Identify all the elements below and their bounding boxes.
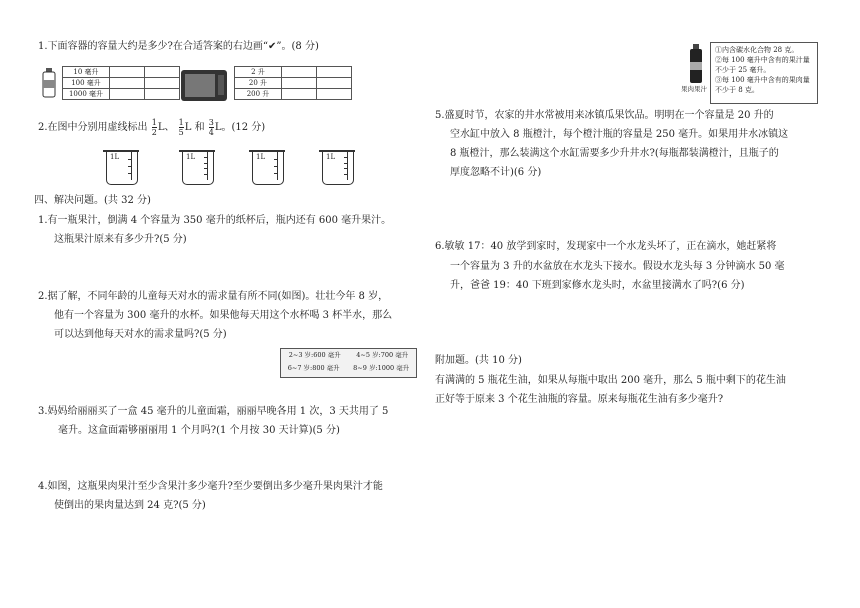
answer-box[interactable] — [282, 67, 317, 78]
need-cell: 4~5 岁:700 毫升 — [356, 351, 409, 359]
fraction: $\frac{1}{2}$ — [151, 118, 157, 137]
capacity-table-2 — [234, 66, 352, 100]
option-label: 1000 毫升 — [63, 89, 110, 100]
problem-1-line2: 这瓶果汁原来有多少升?(5 分) — [54, 234, 187, 245]
problem-1-line1: 1.有一瓶果汁，倒满 4 个容量为 350 毫升的纸杯后，瓶内还有 600 毫升果汁。 — [38, 215, 392, 226]
problem-2-line3: 可以达到他每天对水的需求量吗?(5 分) — [54, 329, 227, 340]
problem-5-line2: 空水缸中放入 8 瓶橙汁，每个橙汁瓶的容量是 250 毫升。如果用井水冰镇这 — [450, 129, 789, 140]
option-label: 2 升 — [235, 67, 282, 78]
bonus-line1: 有满满的 5 瓶花生油，如果从每瓶中取出 200 毫升，那么 5 瓶中剩下的花生油 — [435, 375, 786, 386]
answer-box[interactable] — [282, 89, 317, 100]
beaker-1[interactable]: 1L — [106, 152, 138, 185]
section-title: 四、解决问题。(共 32 分) — [34, 195, 151, 206]
problem-4-line2: 使倒出的果肉量达到 24 克?(5 分) — [54, 500, 206, 511]
option-label: 20 升 — [235, 78, 282, 89]
need-cell: 6~7 岁:800 毫升 — [287, 364, 340, 372]
answer-box[interactable] — [110, 89, 145, 100]
answer-box[interactable] — [282, 78, 317, 89]
fraction: $\frac{1}{5}$ — [178, 118, 184, 137]
problem-5-line1: 5.盛夏时节，农家的井水常被用来冰镇瓜果饮品。明明在一个容量是 20 升的 — [435, 110, 774, 121]
bonus-line2: 正好等于原来 3 个花生油瓶的容量。原来每瓶花生油有多少毫升? — [435, 394, 724, 405]
problem-4-line1: 4.如图，这瓶果肉果汁至少含果汁多少毫升?至少要倒出多少毫升果肉果汁才能 — [38, 481, 383, 492]
bottle-icon — [42, 68, 56, 98]
problem-6-line3: 升，爸爸 19：40 下班到家修水龙头时，水盆里接满水了吗?(6 分) — [450, 280, 745, 291]
problem-3-line1: 3.妈妈给丽丽买了一盒 45 毫升的儿童面霜，丽丽早晚各用 1 次，3 天共用了 5 — [38, 406, 389, 417]
question-1: 1.下面容器的容量大约是多少?在合适答案的右边画“✔”。(8 分) — [38, 41, 319, 52]
problem-2-line1: 2.据了解，不同年龄的儿童每天对水的需求量有所不同(如图)。壮壮今年 8 岁， — [38, 291, 389, 302]
problem-5-line4: 厚度忽略不计)(6 分) — [450, 167, 542, 178]
beaker-4[interactable]: 1L — [322, 152, 354, 185]
capacity-table-1 — [62, 66, 180, 100]
nutrition-card: ①内含碳水化合物 28 克。 ②每 100 毫升中含有的果汁量 不少于 25 毫升。 ③每 100 毫升中含有的果肉量 不少于 8 克。 — [710, 42, 818, 104]
bonus-title: 附加题。(共 10 分) — [435, 355, 522, 366]
need-cell: 8~9 岁:1000 毫升 — [353, 364, 410, 372]
option-label: 200 升 — [235, 89, 282, 100]
problem-5-line3: 8 瓶橙汁，那么装满这个水缸需要多少升井水?(每瓶都装满橙汁，且瓶子的 — [450, 148, 779, 159]
fraction: $\frac{3}{4}$ — [208, 118, 214, 137]
problem-6-line1: 6.敏敏 17：40 放学到家时，发现家中一个水龙头坏了，正在滴水，她赶紧将 — [435, 241, 777, 252]
option-label: 100 毫升 — [63, 78, 110, 89]
juice-bottle-icon — [688, 44, 704, 84]
beaker-2[interactable]: 1L — [182, 152, 214, 185]
bottle-label: 果肉果汁 — [681, 85, 707, 93]
problem-3-line2: 毫升。这盒面霜够丽丽用 1 个月吗?(1 个月按 30 天计算)(5 分) — [58, 425, 340, 436]
answer-box[interactable] — [110, 67, 145, 78]
need-cell: 2~3 岁:600 毫升 — [288, 351, 341, 359]
problem-6-line2: 一个容量为 3 升的水盆放在水龙头下接水。假设水龙头每 3 分钟滴水 50 毫 — [450, 261, 785, 272]
microwave-icon — [180, 69, 228, 103]
problem-2-line2: 他有一个容量为 300 毫升的水杯。如果他每天用这个水杯喝 3 杯半水，那么 — [54, 310, 393, 321]
question-2: 2.在图中分别用虚线标出 $\frac{1}{2}$ L、 $\frac{1}{5}$ L 和 $\frac{3}{4}$ L。(12 分) — [38, 118, 266, 137]
water-need-table — [280, 348, 417, 378]
answer-box[interactable] — [110, 78, 145, 89]
beaker-3[interactable]: 1L — [252, 152, 284, 185]
option-label: 10 毫升 — [63, 67, 110, 78]
